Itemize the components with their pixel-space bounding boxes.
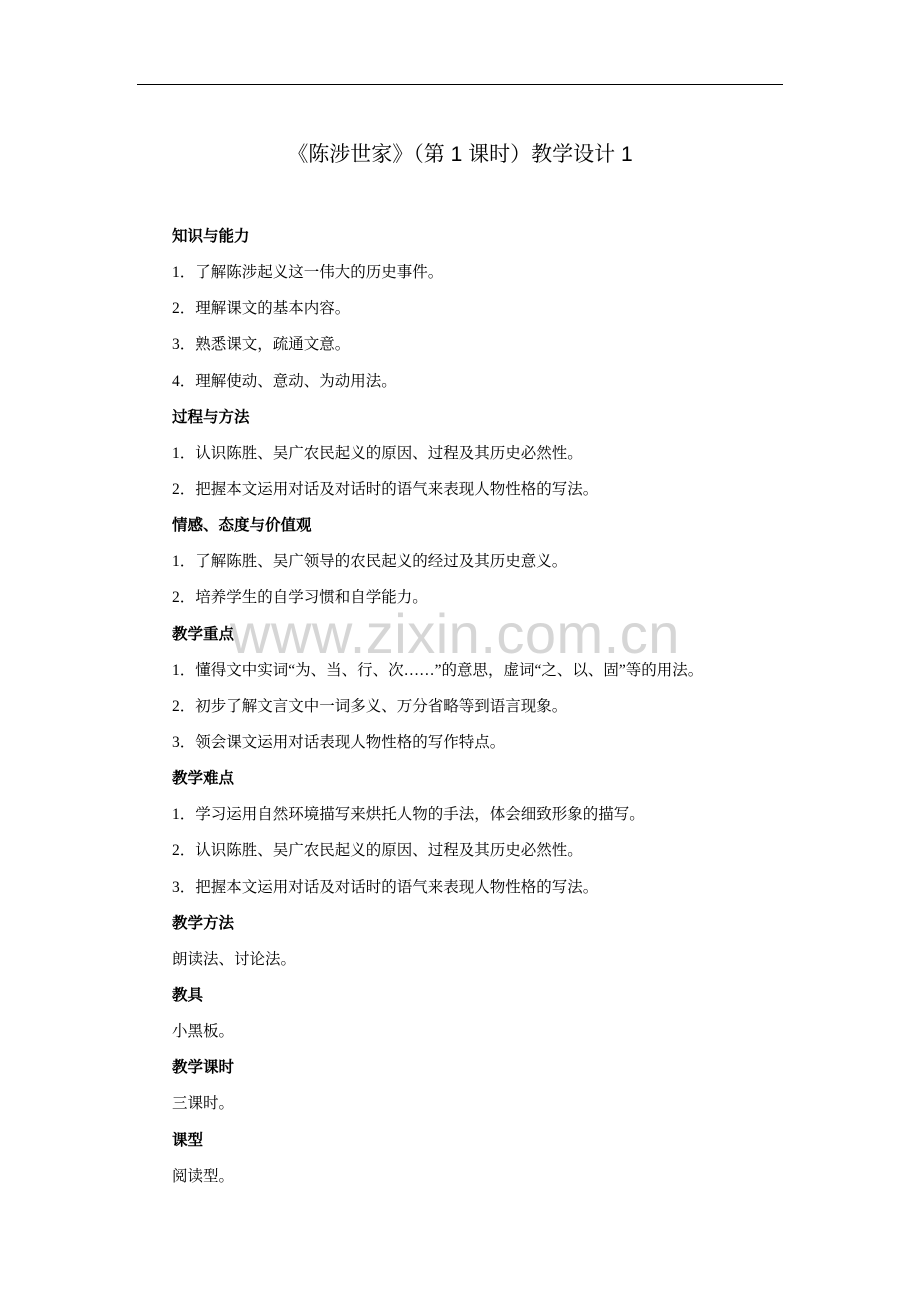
section-item: 1．认识陈胜、吴广农民起义的原因、过程及其历史必然性。 [172,444,583,462]
section-item: 3．熟悉课文，疏通文意。 [172,336,351,354]
section-item: 3．把握本文运用对话及对话时的语气来表现人物性格的写法。 [172,878,599,896]
section-heading: 过程与方法 [172,408,250,426]
section-heading: 教学课时 [172,1059,235,1077]
section-item: 2．认识陈胜、吴广农民起义的原因、过程及其历史必然性。 [172,842,583,860]
section-item: 2．理解课文的基本内容。 [172,300,351,318]
section-heading: 知识与能力 [172,228,250,245]
section-item: 阅读型。 [172,1167,235,1185]
section-heading: 教学方法 [172,914,235,932]
section-heading: 情感、态度与价值观 [172,517,312,535]
section-heading: 教学重点 [172,625,235,643]
section-item: 1．懂得文中实词“为、当、行、次……”的意思，虚词“之、以、固”等的用法。 [172,661,704,679]
section-item: 3．领会课文运用对话表现人物性格的写作特点。 [172,733,506,751]
section-item: 4．理解使动、意动、为动用法。 [172,372,397,390]
section-item: 1．了解陈涉起义这一伟大的历史事件。 [172,264,444,282]
section-item: 2．把握本文运用对话及对话时的语气来表现人物性格的写法。 [172,480,599,498]
section-item: 2．初步了解文言文中一词多义、万分省略等到语言现象。 [172,697,568,715]
section-item: 1．学习运用自然环境描写来烘托人物的手法，体会细致形象的描写。 [172,806,645,824]
section-item: 朗读法、讨论法。 [172,950,297,968]
document-body [172,219,872,1195]
section-item: 2．培养学生的自学习惯和自学能力。 [172,589,428,607]
document-title: 《陈涉世家》（第 1 课时）教学设计 1 [287,143,633,166]
header-rule [137,84,783,85]
section-heading: 课型 [172,1131,204,1149]
section-item: 1．了解陈胜、吴广领导的农民起义的经过及其历史意义。 [172,553,568,571]
section-item: 三课时。 [172,1095,235,1113]
section-heading: 教具 [172,986,204,1004]
section-item: 小黑板。 [172,1023,235,1041]
section-heading: 教学难点 [172,770,235,788]
watermark: www.zixin.com.cn [230,602,680,665]
